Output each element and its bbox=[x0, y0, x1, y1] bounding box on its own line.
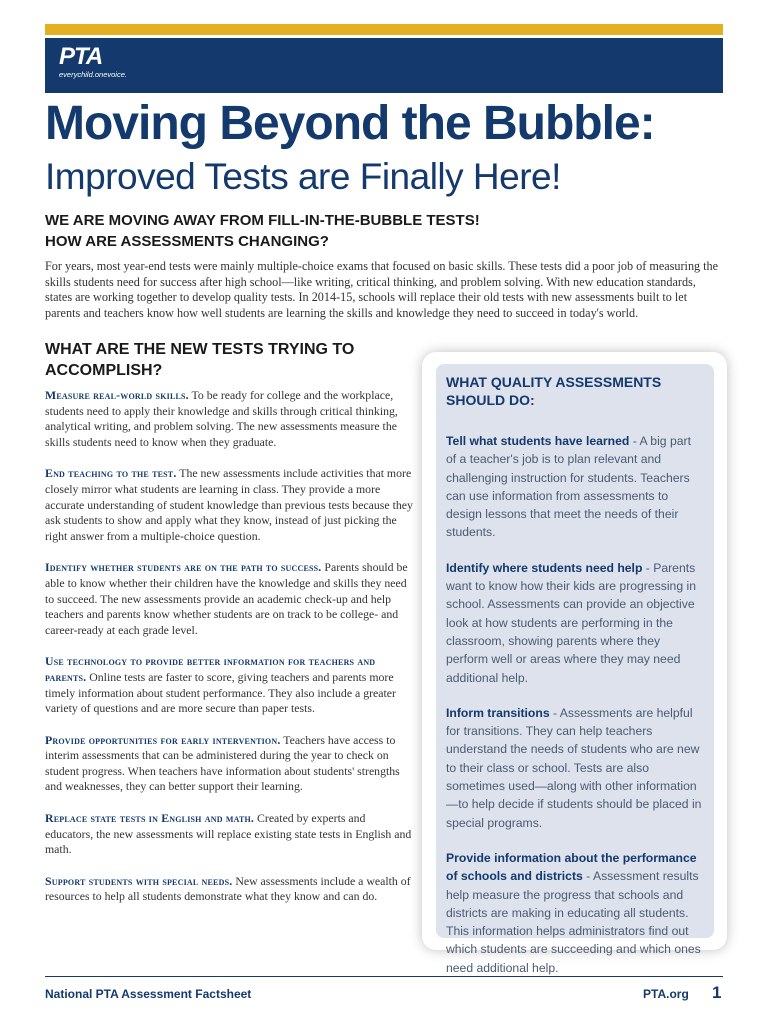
goal-lead: Use technology to provide better information for teachers and parents. bbox=[45, 654, 376, 684]
logo-tagline: everychild.onevoice. bbox=[59, 70, 127, 79]
footer-divider bbox=[45, 976, 723, 977]
goal-item bbox=[45, 560, 413, 638]
goal-text: Teachers have access to interim assessments that can be administered during the year to check on student progress. When teachers have information about students' strengths and weaknesses, they can better support their learning. bbox=[45, 732, 400, 794]
footer-title: National PTA Assessment Factsheet bbox=[45, 987, 252, 1001]
goal-text: The new assessments include activities that more closely mirror what students are learning in class. They provide a more accurate understanding of student knowledge than previous tests because they ask students to show and apply what they know, instead of just picking the right answer from a multiple-choice question. bbox=[45, 466, 413, 543]
sidebar-body bbox=[446, 432, 704, 994]
goal-text: Online tests are faster to score, giving teachers and parents more timely information about student performance. They also include a greater variety of questions and are more secure than paper tests. bbox=[45, 669, 396, 716]
sidebar-item-lead: Tell what students have learned bbox=[446, 434, 630, 448]
goal-lead: Support students with special needs. bbox=[45, 873, 233, 888]
goal-item bbox=[45, 874, 413, 905]
left-section-heading: WHAT ARE THE NEW TESTS TRYING TO ACCOMPLISH? bbox=[45, 341, 355, 379]
goal-text: Parents should be able to know whether their children have the knowledge and skills they need to succeed. The new assessments provide an academic check-up and help teachers and parents know whether students are on track to be college- and career-ready at each grade level. bbox=[45, 560, 408, 637]
goal-text: New assessments include a wealth of resources to help all students demonstrate what they know and can do. bbox=[45, 873, 411, 904]
gold-accent-bar bbox=[45, 24, 723, 35]
sidebar-item bbox=[446, 849, 704, 977]
question-line-1: WE ARE MOVING AWAY FROM FILL-IN-THE-BUBBLE TESTS! bbox=[45, 212, 480, 229]
sidebar-item-lead: Provide information about the performance of schools and districts bbox=[446, 850, 697, 884]
goal-text: Created by experts and educators, the new assessments will replace existing state tests in English and math. bbox=[45, 811, 412, 857]
sidebar-item-text: - Assessment results help measure the progress that schools and districts are making in educating all students. This information helps administrators find out which students are succeeding and which ones need additional help. bbox=[446, 869, 701, 975]
pta-logo bbox=[59, 44, 127, 80]
goal-lead: Measure real-world skills. bbox=[45, 388, 189, 402]
page-number: 1 bbox=[712, 983, 722, 1002]
goal-item bbox=[45, 388, 413, 450]
question-heading bbox=[45, 210, 480, 252]
sidebar-item bbox=[446, 432, 704, 542]
footer-link[interactable]: PTA.org bbox=[643, 987, 689, 1001]
sidebar-item-text: - Assessments are helpful for transitions. They can help teachers understand the needs of students who are new to their class or school. Tests are also sometimes used—along with other information—to help decide if students should be placed in special programs. bbox=[446, 705, 702, 830]
sidebar-item-lead: Inform transitions bbox=[446, 705, 550, 720]
goal-lead: Replace state tests in English and math. bbox=[45, 811, 255, 826]
goal-lead: End teaching to the test. bbox=[45, 466, 177, 481]
question-line-2: HOW ARE ASSESSMENTS CHANGING? bbox=[45, 233, 329, 250]
left-column bbox=[45, 388, 413, 921]
goal-item bbox=[45, 654, 413, 716]
sidebar-heading: WHAT QUALITY ASSESSMENTS SHOULD DO: bbox=[446, 374, 662, 408]
goal-text: To be ready for college and the workplace, students need to apply their knowledge and skills through critical thinking, analytical writing, and problem solving. The new assessments measure the skills students need to know when they graduate. bbox=[45, 388, 398, 449]
sidebar-item bbox=[446, 559, 704, 687]
intro-paragraph: For years, most year-end tests were mainly multiple-choice exams that focused on basic skills. These tests did a poor job of measuring the skills students need for success after high school—like writing, critical thinking, and problem solving. With new education standards, states are working together to develop quality tests. In 2014-15, schools will replace their old tests with new assessments built to let parents and teachers know how well students are learning the skills and knowledge they need to succeed in today's world. bbox=[45, 259, 719, 320]
sidebar-item-text: - Parents want to know how their kids are progressing in school. Assessments can provide an objective look at how students are performing in the classroom, showing parents where they perform well or areas where they may need additional help. bbox=[446, 560, 696, 685]
page-title: Moving Beyond the Bubble: bbox=[45, 97, 655, 150]
sidebar-item bbox=[446, 704, 704, 832]
header-banner bbox=[45, 38, 723, 93]
sidebar-item-lead: Identify where students need help bbox=[446, 560, 643, 575]
goal-item bbox=[45, 733, 413, 795]
goal-item bbox=[45, 466, 413, 544]
sidebar-item-text: - A big part of a teacher's job is to plan relevant and challenging instruction for students. Teachers can use information from assessments to design lessons that meet the needs of their students. bbox=[446, 434, 691, 540]
logo-mark: PTA bbox=[59, 43, 103, 70]
goal-lead: Provide opportunities for early intervention. bbox=[45, 732, 281, 747]
page-subtitle: Improved Tests are Finally Here! bbox=[45, 156, 561, 197]
goal-item bbox=[45, 811, 413, 858]
goal-lead: Identify whether students are on the path to success. bbox=[45, 560, 322, 575]
